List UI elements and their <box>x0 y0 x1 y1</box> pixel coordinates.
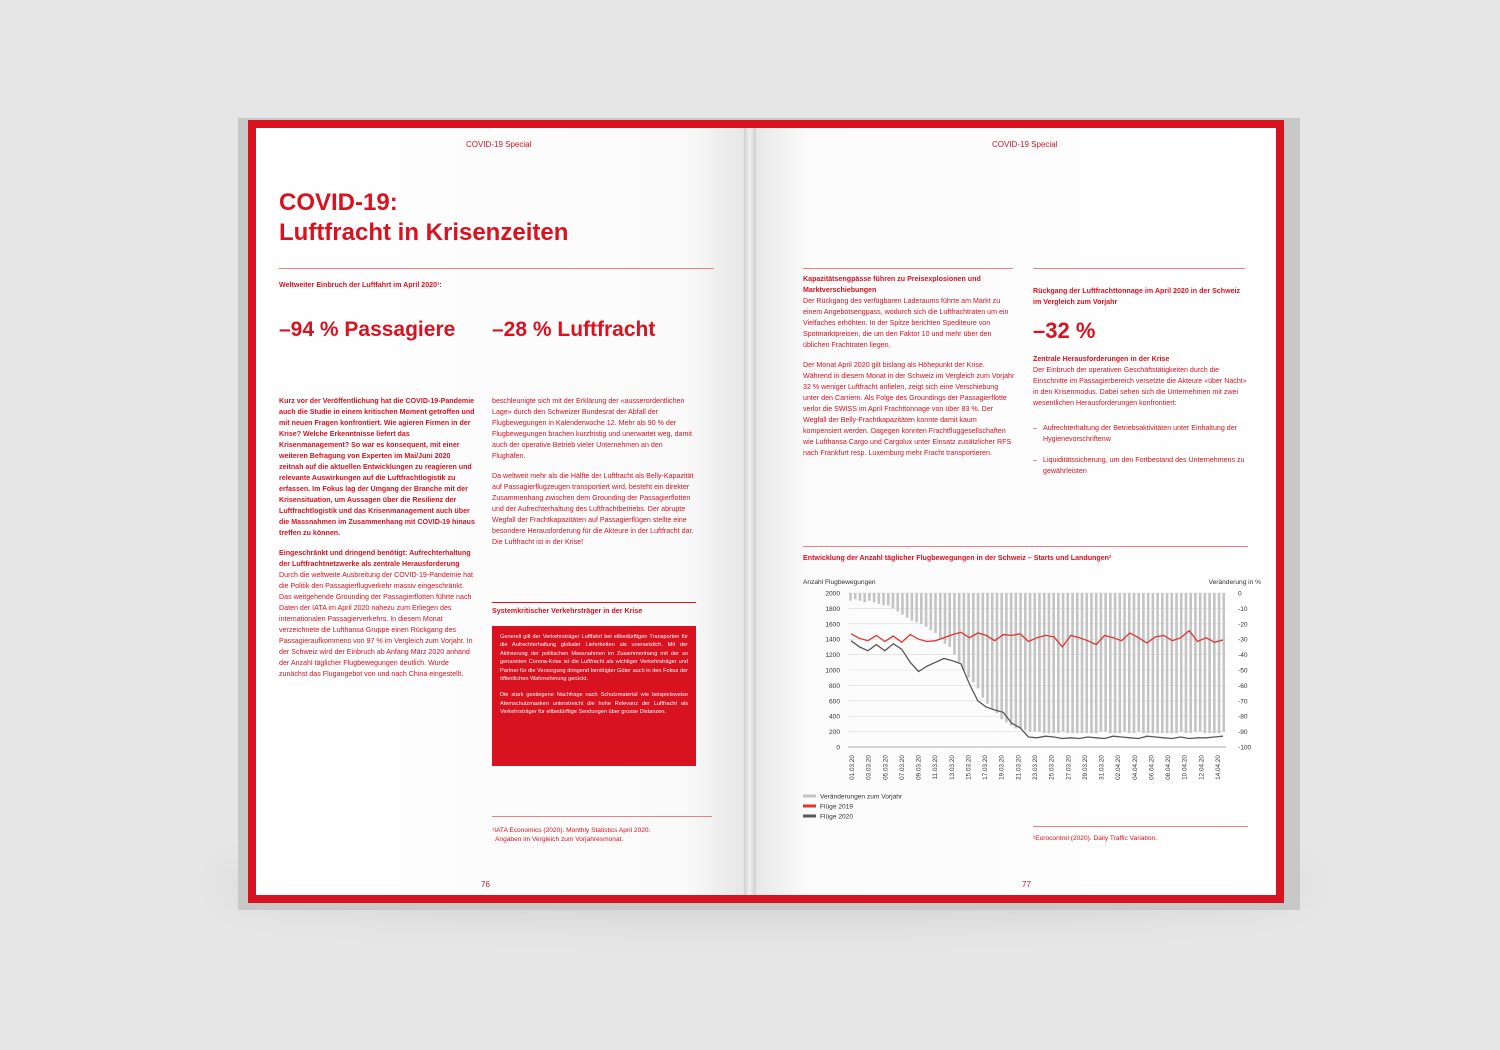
y2-tick-label: -40 <box>1238 652 1248 660</box>
x-tick-label: 25.03.20 <box>1048 755 1056 780</box>
bar <box>1218 593 1221 733</box>
right-column-1 <box>803 274 1015 468</box>
y-tick-label: 2000 <box>825 590 840 598</box>
stat-tonnage: –32 % <box>1033 318 1096 343</box>
bar <box>1185 593 1188 733</box>
bar <box>1104 593 1107 732</box>
bar <box>934 593 937 633</box>
box-paragraph-2: Die stark gestiegene Nachfrage nach Schutzmaterial wie beispielsweise Atemschutzmasken unterstreicht die hohe Relevanz der Luftfracht als Verkehrsträger für eilbedürftige Sendungen über grosse Distanzen. <box>500 692 688 716</box>
bar <box>1038 593 1041 732</box>
x-tick-label: 08.04.20 <box>1165 755 1173 780</box>
right-column-2 <box>1033 286 1248 487</box>
footnote: ²Eurocontrol (2020). Daily Traffic Variation. <box>1033 835 1157 842</box>
box-paragraph-1: Generell gilt der Verkehrsträger Luftfahrt bei eilbedürftigen Transporten für die Aufrechterhaltung globaler Lieferketten als unersetzlich. Mit der Aktivierung der politischen Massnahmen im Zusammenhang mit der so genannten Corona-Krise ist die Luftfracht als wichtiger Verkehrsträger und Partner für die Versorgung dringend benötigter Güter auch in den Fokus der öffentlichen Wahrnehmung gerückt. <box>500 634 688 683</box>
bar <box>1123 593 1126 732</box>
bar <box>854 593 857 599</box>
y-tick-label: 0 <box>836 744 840 752</box>
y-tick-label: 1200 <box>825 652 840 660</box>
col2-paragraph-2: Da weltweit mehr als die Hälfte der Luftfracht als Belly-Kapazität auf Passagierflugzeugen transportiert wird, besteht ein direkter Zusammenhang zwischen dem Grounding der Passagierflotten und der Aufrechterhaltung des Luftfrachtbetriebs. Der abrupte Wegfall der Frachtkapazitäten auf Passagierflügen stellte eine besondere Herausforderung für die Akteure in der Luftfracht dar. Die Luftfracht ist in der Krise! <box>492 472 694 546</box>
col1-subheading: Eingeschränkt und dringend benötigt: Aufrechterhaltung der Luftfrachtnetzwerke als zentrale Herausforderung <box>279 549 471 568</box>
y2-tick-label: -20 <box>1238 621 1248 629</box>
bar <box>1010 593 1013 725</box>
x-tick-label: 10.04.20 <box>1181 755 1189 780</box>
bar <box>948 593 951 647</box>
bar <box>1048 593 1051 733</box>
box-heading-rule <box>492 602 696 603</box>
bar <box>981 593 984 698</box>
bar <box>1043 593 1046 733</box>
y-tick-label: 1600 <box>825 621 840 629</box>
left-page <box>256 128 744 895</box>
bar <box>1062 593 1065 732</box>
col2-heading: Rückgang der Luftfrachttonnage im April 2020 in der Schweiz im Vergleich zum Vorjahr <box>1033 287 1241 306</box>
bar <box>920 593 923 624</box>
bar <box>1175 593 1178 733</box>
bar <box>1152 593 1155 733</box>
bar <box>1114 593 1117 733</box>
col2-rule <box>1033 268 1245 269</box>
x-tick-label: 27.03.20 <box>1065 755 1073 780</box>
legend-label: Flüge 2019 <box>820 803 853 811</box>
bar <box>1156 593 1159 733</box>
bar <box>1090 593 1093 733</box>
col1-paragraph-2: Der Monat April 2020 gilt bislang als Höhepunkt der Krise. Während in diesem Monat in der Schweiz im Vergleich zum Vorjahr 32 % weniger Luftfracht anfielen, zeigt sich eine Verschiebung unter den Carriern. Als Folge des Groundings der Passagierflotte verlor die SWISS im April Frachttonnage von über 83 %. Der Wegfall der Belly-Frachtkapazitäten konnte damit kaum kompensiert werden. Dagegen konnten Frachtfluggesellschaften wie Lufthansa Cargo und Cargolux unter Einsatz zusätzlicher RFS nach Frankfurt resp. Luxemburg mehr Fracht transportieren. <box>803 361 1015 457</box>
running-head: COVID-19 Special <box>466 140 532 149</box>
y-tick-label: 200 <box>828 729 840 737</box>
x-tick-label: 31.03.20 <box>1098 755 1106 780</box>
bar <box>873 593 876 602</box>
y2-tick-label: -10 <box>1238 605 1248 613</box>
bar <box>1161 593 1164 733</box>
y-tick-label: 1000 <box>825 667 840 675</box>
running-head: COVID-19 Special <box>992 140 1058 149</box>
x-tick-label: 17.03.20 <box>982 755 990 780</box>
y-tick-label: 800 <box>828 682 840 690</box>
bar <box>991 593 994 709</box>
bar <box>1071 593 1074 733</box>
bar <box>915 593 918 622</box>
bar <box>1057 593 1060 733</box>
chart-rule <box>803 546 1248 547</box>
x-tick-label: 01.03.20 <box>849 755 856 780</box>
x-tick-label: 23.03.20 <box>1032 755 1039 780</box>
bar <box>1213 593 1216 733</box>
x-tick-label: 06.04.20 <box>1148 755 1156 780</box>
col2-paragraph-1: beschleunigte sich mit der Erklärung der «ausserordentlichen Lage» durch den Schweizer Bundesrat der Abfall der Flugbewegungen in Kalenderwoche 12. Mehr als 90 % der Flugbewegungen brachen kurzfristig und unerwartet weg, damit auch der operative Betrieb vieler Unternehmen an den Flughäfen. <box>492 397 692 460</box>
x-tick-label: 04.04.20 <box>1131 755 1139 780</box>
bar <box>996 593 999 713</box>
bar <box>1133 593 1136 733</box>
title-line-1: COVID-19: <box>279 189 398 216</box>
x-tick-label: 21.03.20 <box>1015 755 1023 780</box>
bar <box>1015 593 1018 729</box>
flights-chart <box>796 573 1266 821</box>
list-item: – Aufrechterhaltung der Betriebsaktivitäten unter Einhaltung der Hygienevorschriftenw <box>1033 423 1248 445</box>
bar <box>901 593 904 615</box>
bar <box>1119 593 1122 733</box>
bar <box>1000 593 1003 719</box>
y2-tick-label: 0 <box>1238 590 1242 598</box>
bar <box>863 593 866 602</box>
bar <box>963 593 966 670</box>
bar <box>892 593 895 608</box>
footnote-rule <box>1033 826 1248 827</box>
bar <box>1170 593 1173 733</box>
footnote-line-1: ¹IATA Economics (2020). Monthly Statistics April 2020. <box>492 827 651 834</box>
right-page <box>756 128 1276 895</box>
bar <box>1100 593 1103 732</box>
bar <box>930 593 933 630</box>
bar <box>1142 593 1145 733</box>
stat-airfreight: –28 % Luftfracht <box>492 318 656 341</box>
y2-tick-label: -30 <box>1238 636 1248 644</box>
bar <box>1095 593 1098 733</box>
legend-label: Veränderungen zum Vorjahr <box>820 793 903 801</box>
bar <box>911 593 914 621</box>
page-number: 76 <box>481 880 490 889</box>
bar <box>906 593 909 618</box>
bar <box>1052 593 1055 733</box>
title-line-2: Luftfracht in Krisenzeiten <box>279 219 569 246</box>
highlight-box <box>492 626 696 766</box>
x-tick-label: 09.03.20 <box>915 755 923 780</box>
y-tick-label: 1400 <box>825 636 840 644</box>
bar <box>1189 593 1192 733</box>
legend-label: Flüge 2020 <box>820 813 853 821</box>
bar <box>1029 593 1032 732</box>
kicker-text: Weltweiter Einbruch der Luftfahrt im April 2020¹: <box>279 281 442 289</box>
y-tick-label: 400 <box>828 713 840 721</box>
bar <box>1076 593 1079 733</box>
bar <box>1067 593 1070 733</box>
x-tick-label: 15.03.20 <box>965 755 973 780</box>
bar <box>972 593 975 682</box>
bar <box>1033 593 1036 732</box>
bar <box>868 593 871 601</box>
chart-title: Entwicklung der Anzahl täglicher Flugbewegungen in der Schweiz – Starts und Landungen² <box>803 554 1112 562</box>
x-tick-label: 02.04.20 <box>1115 755 1123 780</box>
x-tick-label: 12.04.20 <box>1198 755 1206 780</box>
x-tick-label: 11.03.20 <box>932 755 940 780</box>
x-tick-label: 19.03.20 <box>998 755 1006 780</box>
bar <box>1166 593 1169 733</box>
bar <box>925 593 928 627</box>
col2-subheading: Zentrale Herausforderungen in der Krise <box>1033 355 1170 363</box>
col1-heading: Kapazitätsengpässe führen zu Preisexplosionen und Marktverschiebungen <box>803 275 981 294</box>
x-tick-label: 07.03.20 <box>898 755 906 780</box>
x-tick-label: 05.03.20 <box>882 755 890 780</box>
bar <box>896 593 899 611</box>
bar <box>986 593 989 704</box>
bar <box>1128 593 1131 733</box>
bar <box>967 593 970 678</box>
bar <box>958 593 961 662</box>
bar <box>859 593 862 601</box>
bar <box>977 593 980 688</box>
section-rule <box>279 268 714 269</box>
intro-paragraph: Kurz vor der Veröffentlichung hat die COVID-19-Pandemie auch die Studie in einem kritischen Moment getroffen und mit neuen Fragen konfrontiert. Wie agieren Firmen in der Krise? Welche Erkenntnisse liefert das Krisenmanagement? So war es konsequent, mit einer weiteren Befragung von Experten im Mai/Juni 2020 zeitnah auf die aktuellen Entwicklungen zu reagieren und relevante Auswirkungen auf die Luftfrachtlogistik zu erfassen. Im Fokus lag der Umgang der Branche mit der Krisensituation, um Aussagen über die Resilienz der Luftfrachtlogistik und das Krisenmanagement auch über die Massnahmen im Zusammenhang mit COVID-19 hinaus treffen zu können. <box>279 397 475 537</box>
bar <box>878 593 881 604</box>
y2-tick-label: -50 <box>1238 667 1248 675</box>
book-gutter <box>744 128 756 895</box>
bar <box>1019 593 1022 729</box>
challenge-list <box>1033 423 1248 477</box>
bar <box>849 593 852 601</box>
book-spread <box>248 120 1284 903</box>
y2-tick-label: -80 <box>1238 713 1248 721</box>
x-tick-label: 03.03.20 <box>865 755 873 780</box>
y2-tick-label: -100 <box>1238 744 1252 752</box>
col2-paragraph: Der Einbruch der operativen Geschäftstätigkeiten durch die Einschnitte im Passagierbereich versetzte die Akteure «über Nacht» in den Krisenmodus. Dabei sehen sich die Unternehmen mit zwei wesentlichen Herausforderungen konfrontiert: <box>1033 366 1247 407</box>
y-tick-label: 1800 <box>825 605 840 613</box>
bar <box>1005 593 1008 722</box>
x-tick-label: 14.04.20 <box>1215 755 1222 780</box>
x-tick-label: 13.03.20 <box>948 755 956 780</box>
bar <box>944 593 947 644</box>
col1-paragraph-1: Der Rückgang des verfügbaren Laderaums führte am Markt zu einem Angebotsengpass, wodurch sich die Luftfrachtraten um ein Vielfaches erhöhten. In der Spitze berichten Spediteure von Spotmarktpreisen, die um den Faktor 10 und mehr über den üblichen Frachtraten liegen. <box>803 297 1009 349</box>
bar <box>939 593 942 639</box>
bar <box>1137 593 1140 732</box>
x-tick-label: 29.03.20 <box>1081 755 1089 780</box>
bar <box>1085 593 1088 733</box>
footnote-rule <box>492 816 712 817</box>
bar <box>953 593 956 655</box>
y2-tick-label: -70 <box>1238 698 1248 706</box>
col1-body: Durch die weltweite Ausbreitung der COVID-19-Pandemie hat die Politik den Passagierflugverkehr massiv eingeschränkt. Das weitgehende Grounding der Passagierflotten führte nach Daten der IATA im April 2020 nahezu zum Erliegen des internationalen Passagierverkehrs. In diesem Monat verzeichnete die Lufthansa Gruppe einen Rückgang des Passagieraufkommens von 97 % im Vergleich zum Vorjahr. In der Schweiz wird der Einbruch ab Anfang März 2020 anhand der Anzahl täglicher Flugbewegungen deutlich. Wurde zunächst das Flugangebot von und nach China eingestellt, <box>279 571 473 678</box>
footnote <box>492 826 650 844</box>
bar <box>1199 593 1202 732</box>
bar <box>1204 593 1207 733</box>
stat-passengers: –94 % Passagiere <box>279 318 456 341</box>
y2-axis-label: Veränderung in % <box>1208 579 1261 586</box>
col1-rule <box>803 268 1013 269</box>
bar <box>1208 593 1211 733</box>
bar <box>1180 593 1183 732</box>
y-tick-label: 600 <box>828 698 840 706</box>
middle-column <box>492 396 696 557</box>
left-column <box>279 396 475 689</box>
list-item: – Liquiditätssicherung, um den Fortbestand des Unternehmens zu gewährleisten <box>1033 455 1248 477</box>
y2-tick-label: -60 <box>1238 682 1248 690</box>
bar <box>1194 593 1197 732</box>
bar <box>1222 593 1225 732</box>
page-title <box>279 188 568 248</box>
page-number: 77 <box>1022 880 1031 889</box>
y2-tick-label: -90 <box>1238 729 1248 737</box>
bar <box>1147 593 1150 733</box>
bar <box>1081 593 1084 733</box>
bar <box>1109 593 1112 733</box>
footnote-line-2: Angaben im Vergleich zum Vorjahresmonat. <box>495 836 624 843</box>
box-heading: Systemkritischer Verkehrsträger in der Krise <box>492 607 643 615</box>
bar <box>1024 593 1027 730</box>
y-axis-label: Anzahl Flugbewegungen <box>803 579 876 586</box>
bar <box>887 593 890 605</box>
bar <box>882 593 885 605</box>
